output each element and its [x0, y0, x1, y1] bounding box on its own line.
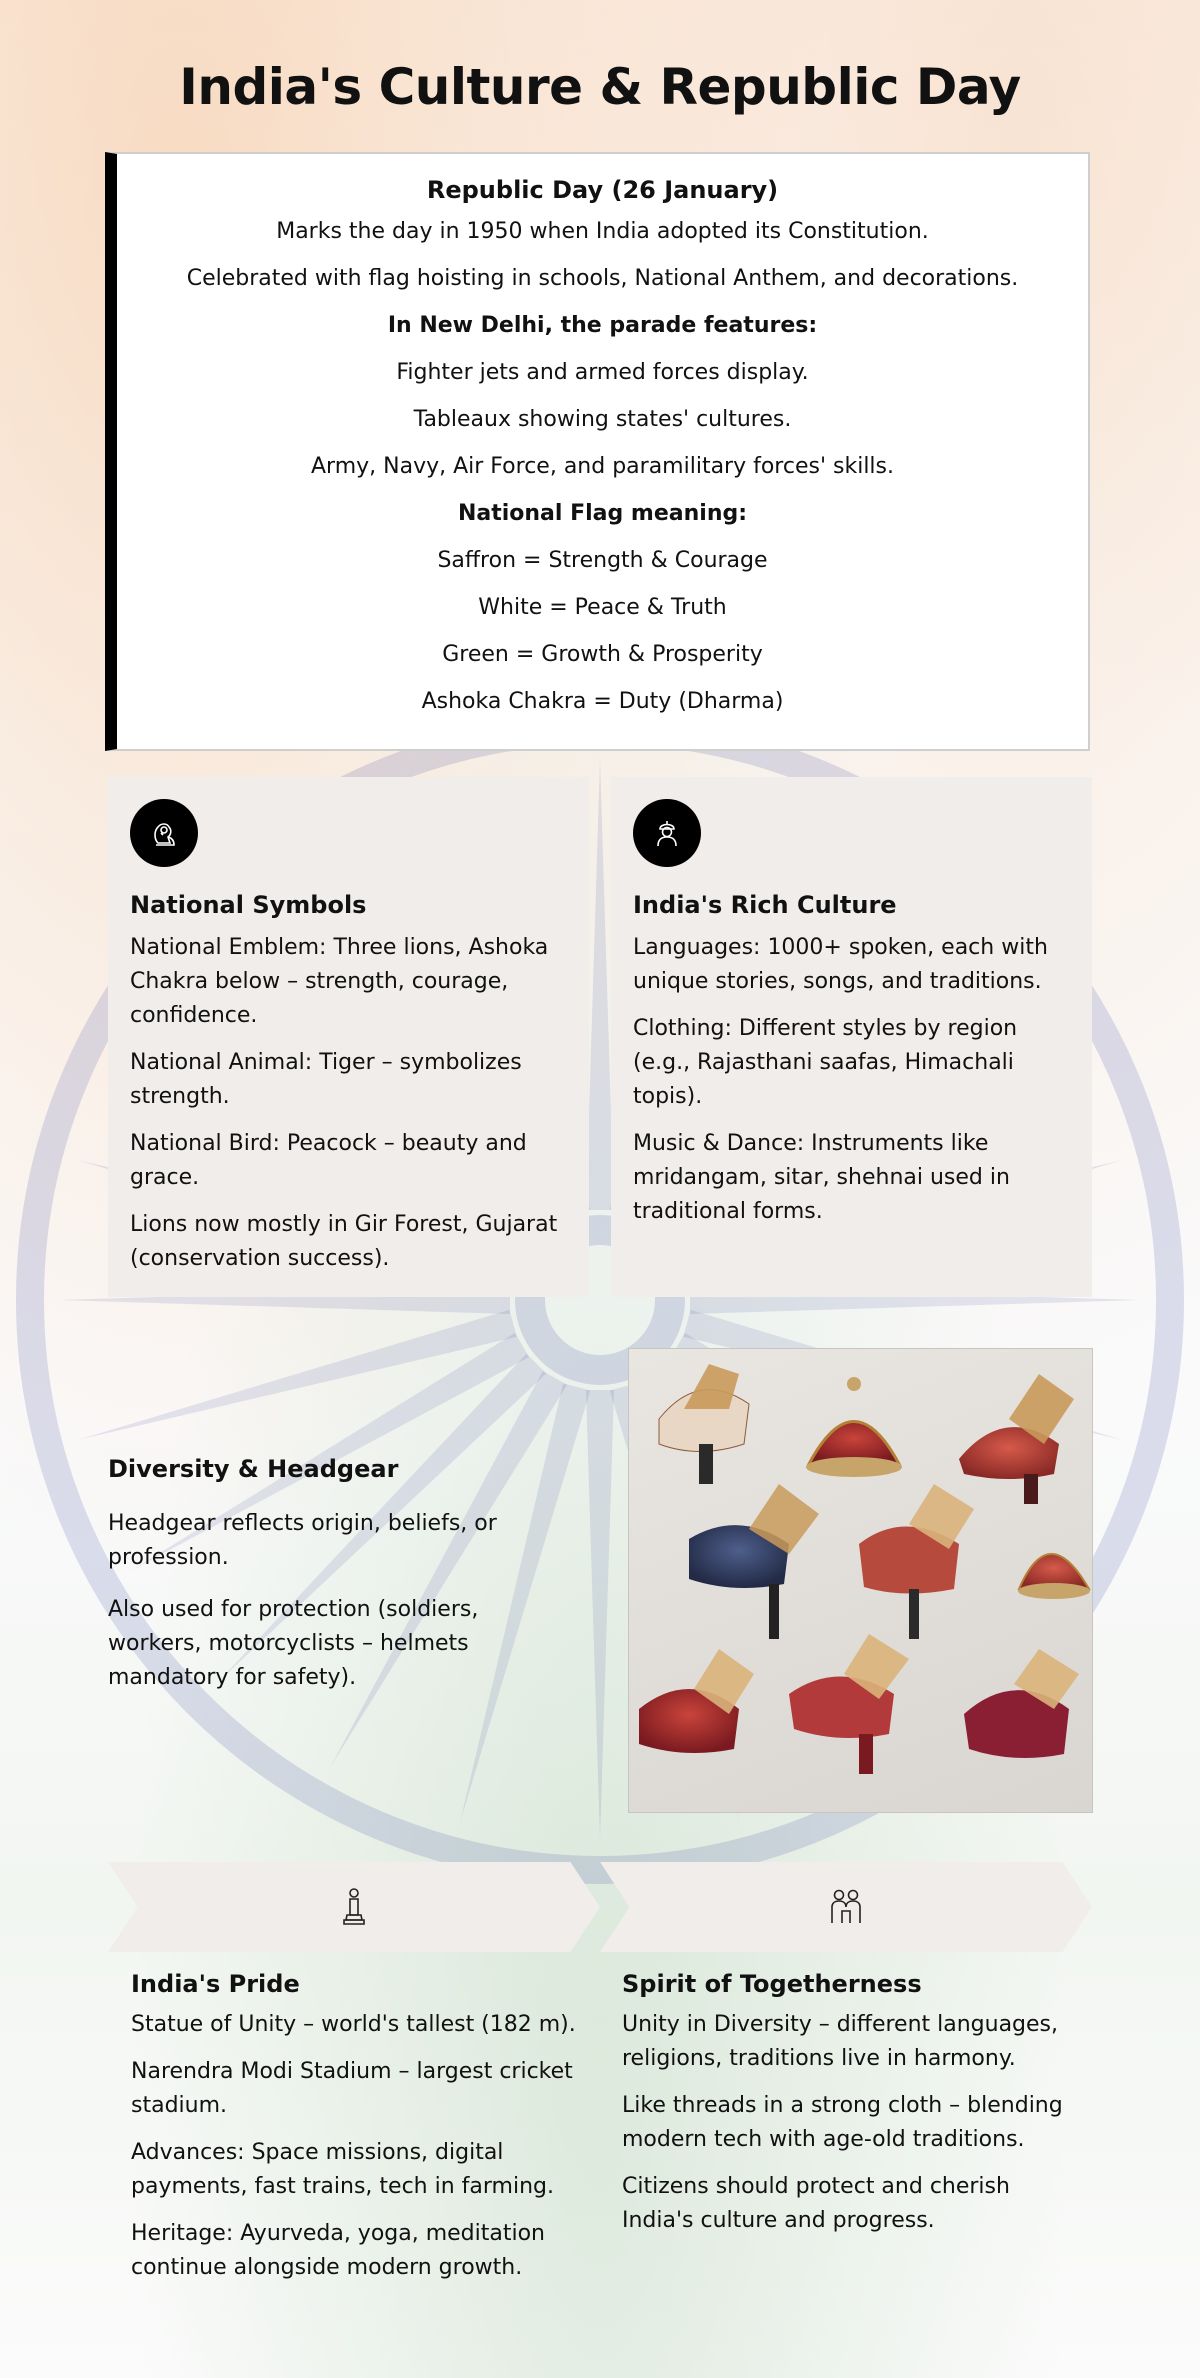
person-turban-icon [633, 799, 701, 867]
national-symbols-card [108, 777, 589, 1297]
list-item: National Animal: Tiger – symbolizes strength. [130, 1050, 522, 1109]
list-item: Like threads in a strong cloth – blending modern tech with age-old traditions. [622, 2093, 1063, 2152]
list-item: Lions now mostly in Gir Forest, Gujarat (conservation success). [130, 1212, 558, 1271]
list-item: Music & Dance: Instruments like mridangam, sitar, shehnai used in traditional forms. [633, 1131, 1010, 1224]
diversity-title: Diversity & Headgear [108, 1455, 399, 1483]
republic-day-line: Marks the day in 1950 when India adopted its Constitution. [276, 219, 929, 244]
list-item: Statue of Unity – world's tallest (182 m). [131, 2012, 576, 2037]
republic-day-line: Army, Navy, Air Force, and paramilitary forces' skills. [311, 454, 894, 479]
republic-day-line: Ashoka Chakra = Duty (Dharma) [421, 689, 784, 714]
pride-banner [108, 1862, 600, 1952]
pride-section [131, 1970, 591, 2298]
republic-day-line: National Flag meaning: [457, 501, 748, 526]
republic-day-line: Tableaux showing states' cultures. [413, 407, 792, 432]
republic-day-line: Saffron = Strength & Courage [437, 548, 768, 573]
republic-day-line: Fighter jets and armed forces display. [396, 360, 809, 385]
diversity-section [108, 1455, 578, 1713]
list-item: Clothing: Different styles by region (e.g., Rajasthani saafas, Himachali topis). [633, 1016, 1018, 1109]
national-symbols-list [130, 931, 567, 1276]
pride-title: India's Pride [131, 1970, 300, 1998]
diversity-list [108, 1507, 578, 1695]
list-item: Citizens should protect and cherish India's culture and progress. [622, 2174, 1010, 2233]
list-item: Also used for protection (soldiers, workers, motorcyclists – helmets mandatory for safety). [108, 1597, 479, 1690]
list-item: Advances: Space missions, digital payments, fast trains, tech in farming. [131, 2140, 554, 2199]
republic-day-line: Celebrated with flag hoisting in schools, National Anthem, and decorations. [186, 266, 1019, 291]
national-symbols-title: National Symbols [130, 891, 367, 919]
list-item: Heritage: Ayurveda, yoga, meditation continue alongside modern growth. [131, 2221, 546, 2280]
republic-day-box [105, 152, 1090, 751]
list-item: Languages: 1000+ spoken, each with unique stories, songs, and traditions. [633, 935, 1048, 994]
statue-icon [337, 1887, 371, 1927]
list-item: Headgear reflects origin, beliefs, or profession. [108, 1511, 497, 1570]
people-group-icon [826, 1887, 866, 1927]
list-item: National Bird: Peacock – beauty and grace. [130, 1131, 527, 1190]
togetherness-list [622, 2008, 1082, 2238]
togetherness-section [622, 1970, 1082, 2251]
list-item: Narendra Modi Stadium – largest cricket stadium. [131, 2059, 573, 2118]
togetherness-title: Spirit of Togetherness [622, 1970, 922, 1998]
republic-day-line: In New Delhi, the parade features: [387, 313, 818, 338]
headgear-image [628, 1348, 1093, 1813]
togetherness-banner [600, 1862, 1092, 1952]
republic-day-lines [117, 218, 1088, 716]
rich-culture-card [611, 777, 1092, 1297]
list-item: Unity in Diversity – different languages, religions, traditions live in harmony. [622, 2012, 1059, 2071]
republic-day-title: Republic Day (26 January) [426, 176, 779, 204]
lion-icon [130, 799, 198, 867]
pride-list [131, 2008, 591, 2285]
republic-day-line: Green = Growth & Prosperity [442, 642, 763, 667]
list-item: National Emblem: Three lions, Ashoka Chakra below – strength, courage, confidence. [130, 935, 549, 1028]
rich-culture-list [633, 931, 1070, 1229]
republic-day-line: White = Peace & Truth [478, 595, 727, 620]
rich-culture-title: India's Rich Culture [633, 891, 897, 919]
page-title: India's Culture & Republic Day [179, 58, 1021, 116]
